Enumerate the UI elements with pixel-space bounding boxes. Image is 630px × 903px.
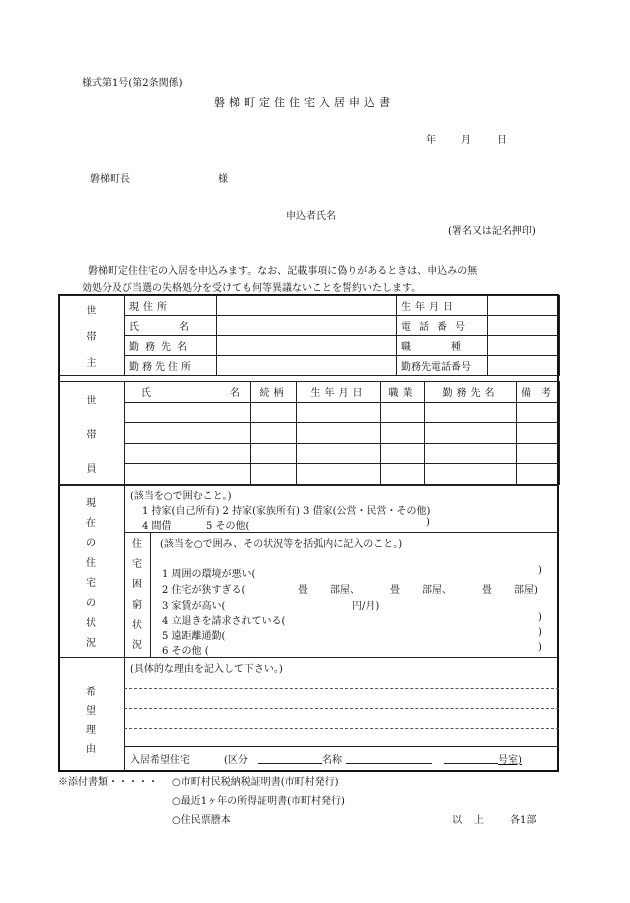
desired-housing-label: 入居希望住宅: [130, 755, 190, 766]
members-col-birthdate: 生年月日: [297, 382, 381, 403]
desired-room-label: 号室): [498, 755, 522, 766]
head-phone-field[interactable]: [488, 316, 560, 336]
category-field[interactable]: [258, 763, 322, 764]
head-workplace-phone-field[interactable]: [488, 356, 560, 376]
difficulty-item-2: 2 住宅が狭すぎる(: [162, 585, 246, 596]
head-address-label: 現住所: [125, 296, 217, 316]
head-workplace-label: 勤務先名: [125, 336, 217, 356]
members-col-remarks: 備考: [517, 382, 560, 403]
signature-note: (署名又は記名押印): [448, 226, 536, 237]
table-row: [59, 402, 560, 423]
head-address-field[interactable]: [217, 296, 397, 316]
head-occupation-label: 職種: [397, 336, 488, 356]
head-birthdate-field[interactable]: [488, 296, 560, 316]
divider: [124, 532, 559, 533]
head-workplace-address-label: 勤務先住所: [125, 356, 217, 376]
reason-instruction: (具体的な理由を記入して下さい。): [130, 664, 283, 675]
members-table: [58, 381, 560, 485]
desired-category-label: (区分: [224, 755, 248, 766]
attachments-label: ※添付書類・・・・・: [58, 777, 158, 788]
attachment-item: ○市町村民税納税証明書(市町村発行): [172, 777, 339, 788]
date-month: 月: [461, 135, 471, 146]
head-name-label: 氏名: [125, 316, 217, 336]
housing-options-line-1: 1 持家(自己所有) 2 持家(家族所有) 3 借家(公営・民営・その他): [142, 506, 431, 517]
head-workplace-phone-label: 勤務先電話番号: [397, 356, 488, 376]
addressee-name: 磐梯町長: [90, 174, 130, 185]
divider: [58, 657, 559, 658]
housing-option-5: 5 その他(: [206, 521, 250, 532]
difficulty-item-4: 4 立退きを請求されている(: [162, 616, 286, 627]
divider: [124, 746, 559, 747]
difficulty-item-1: 1 周囲の環境が悪い(: [162, 569, 256, 580]
reason-line[interactable]: [124, 728, 559, 729]
members-section-label: 世 帯 員: [59, 382, 125, 485]
declaration-line-2: 効処分及び当選の失格処分を受けても何等異議ないことを誓約いたします。: [82, 283, 422, 294]
name-field[interactable]: [346, 763, 432, 764]
difficulty-item-6: 6 その他 (: [162, 646, 209, 657]
members-col-workplace: 勤務先名: [425, 382, 517, 403]
head-workplace-address-field[interactable]: [217, 356, 397, 376]
form-title: 磐梯町定住住宅入居申込書: [214, 96, 394, 109]
attachment-item: ○最近1ヶ年の所得証明書(市町村発行): [172, 796, 345, 807]
head-birthdate-label: 生年月日: [397, 296, 488, 316]
head-section-label: 世 帯 主: [59, 296, 125, 376]
members-col-relation: 続柄: [251, 382, 297, 403]
head-workplace-field[interactable]: [217, 336, 397, 356]
date-year: 年: [426, 135, 436, 146]
difficulty-instruction: (該当を○で囲み、その状況等を括弧内に記入のこと。): [160, 539, 403, 550]
head-name-field[interactable]: [217, 316, 397, 336]
housing-option-5-close: ): [426, 517, 430, 528]
date-day: 日: [497, 135, 507, 146]
desired-name-label: 名称: [322, 755, 342, 766]
members-col-occupation: 職業: [381, 382, 425, 403]
reason-line[interactable]: [124, 688, 559, 689]
head-phone-label: 電話番号: [397, 316, 488, 336]
housing-option-4: 4 間借: [142, 521, 172, 532]
difficulty-label: 住 宅 困 窮 状 況: [124, 532, 151, 657]
end-mark: 以上: [452, 815, 496, 826]
addressee-honorific: 様: [218, 174, 228, 185]
applicant-name-label: 申込者氏名: [286, 211, 336, 222]
housing-instruction: (該当を○で囲むこと。): [130, 491, 232, 502]
reason-section-label: 希 望 理 由: [58, 657, 125, 771]
table-row: [59, 464, 560, 485]
form-number-label: 様式第1号(第2条関係): [82, 78, 183, 89]
divider: [58, 485, 559, 486]
declaration-line-1: 磐梯町定住住宅の入居を申込みます。なお、記載事項に偽りがあるときは、申込みの無: [88, 266, 478, 277]
attachment-item: ○住民票謄本: [172, 815, 231, 826]
table-row: [59, 443, 560, 464]
difficulty-item-3: 3 家賃が高い(: [162, 601, 226, 612]
difficulty-item-5: 5 遠距離通勤(: [162, 631, 226, 642]
members-col-name: 氏 名: [125, 382, 251, 403]
housing-section-label: 現 在 の 住 宅 の 状 況: [58, 485, 125, 657]
reason-line[interactable]: [124, 708, 559, 709]
head-table: [58, 295, 560, 376]
room-field[interactable]: [444, 763, 498, 764]
table-row: [59, 423, 560, 444]
copies-label: 各1部: [510, 815, 537, 826]
